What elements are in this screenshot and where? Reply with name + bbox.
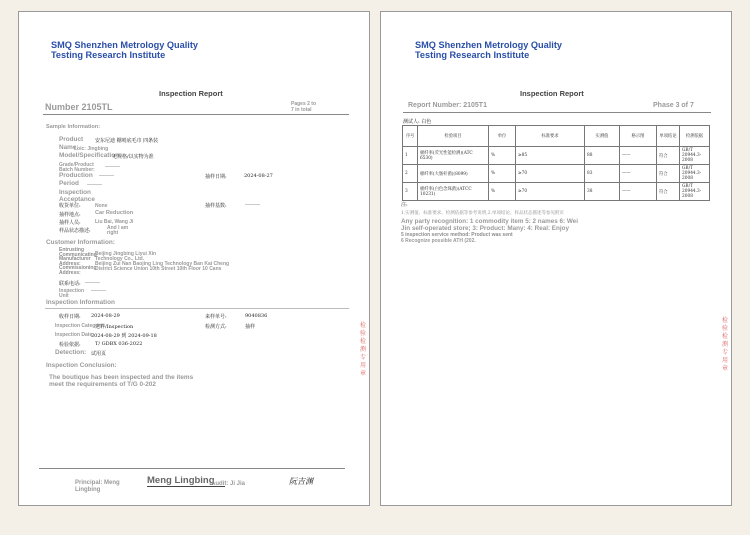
- inspect-cat-value: 送样/Inspection: [95, 324, 134, 330]
- sampler-value: Liu Bai, Wang Ji: [95, 219, 134, 225]
- principal-signature: Meng Lingbing: [147, 475, 215, 486]
- sample-date-label: 抽样日期:: [205, 174, 227, 180]
- receive-value: None: [95, 203, 108, 209]
- inspection-label: Inspection: [59, 189, 91, 196]
- note-label: 注:: [401, 202, 408, 208]
- audit-label: Audit: Ji Jia: [211, 481, 246, 487]
- period-label: Period: [59, 180, 79, 187]
- table-row: [403, 165, 710, 183]
- principal-label: Principal: Meng Lingbing: [75, 480, 120, 493]
- note-extra: 5 inspection service method: Product was sent 6 Recognize possible ATH (202.: [401, 232, 513, 244]
- customer-labels: Entrusting Communicating Manufacturer Address: Commissioning Address:: [59, 247, 97, 276]
- product-value: 安东尼迪 棚哨底毛巾 四条装: [95, 138, 159, 144]
- auditor-signature: 阮吉渊: [289, 477, 313, 486]
- conclusion-text: The boutique has been inspected and the items meet the requirements of T/G 0-202: [49, 374, 194, 388]
- inspection-section-heading: Inspection Information: [46, 299, 115, 306]
- inspect-date-label: Inspection Date:: [55, 332, 94, 338]
- report-number-2: Report Number: 2105T1: [408, 102, 487, 109]
- cell-unit: %: [489, 147, 516, 165]
- cell-figure: ——: [620, 165, 657, 183]
- report-title: Inspection Report: [159, 89, 223, 98]
- sample-place-label: 抽样地点:: [59, 212, 81, 218]
- cell-index: 2: [403, 165, 418, 183]
- sample-count-value: ———: [245, 202, 260, 208]
- inspection-unit-value: ———: [91, 288, 106, 294]
- sample-place-value: Car Reduction: [95, 210, 134, 216]
- period-value: ———: [87, 182, 102, 188]
- col-header-item: 检验项目: [418, 126, 489, 147]
- cell-item: 棉纤率(白色念珠菌)(ATCC 10231): [418, 183, 489, 201]
- report-title-2: Inspection Report: [520, 89, 584, 98]
- inspect-cat-label: Inspection Category:: [55, 323, 105, 329]
- header-divider-2: [403, 112, 711, 113]
- cell-item: 棉纤率(荧光性能检测)(ATC 6530): [418, 147, 489, 165]
- batch-label: Batch Number:: [59, 167, 95, 173]
- cell-unit: %: [489, 165, 516, 183]
- customer-section-heading: Customer Information:: [46, 239, 115, 246]
- page-phase: Phase 3 of 7: [653, 102, 694, 109]
- header-divider: [43, 114, 349, 115]
- inspection-unit-label-2: Unit: [59, 293, 69, 299]
- cell-figure: ——: [620, 183, 657, 201]
- cell-conclusion: 符合: [657, 165, 680, 183]
- red-stamp-edge-2: 检验检测专用章: [721, 318, 728, 372]
- method-value: 抽样: [245, 324, 256, 330]
- table-row: [403, 183, 710, 201]
- cell-basis: GB/T 20944.3-2008: [680, 183, 710, 201]
- task-label: 来样单号:: [205, 314, 227, 320]
- customer-values: Beijing Jingbing Liyui Xin Technology Co., Ltd. Beijing Zui Nan Baojing Ling Technology Ban Kai Cheng District Science Union 10th Street 10th Floor 10 Cans: [95, 251, 230, 272]
- report-page-1: [18, 11, 370, 506]
- acceptance-label: Acceptance: [59, 196, 95, 203]
- cell-requirement: ≥70: [516, 165, 585, 183]
- cell-index: 1: [403, 147, 418, 165]
- model-value: 无规格/以实物为准: [112, 154, 154, 160]
- detection-label: Detection:: [55, 349, 87, 356]
- cell-measured: 38: [585, 183, 620, 201]
- page-count: Pages 2 to 7 in total: [291, 101, 317, 113]
- sample-desc-value: And I am right: [107, 225, 129, 236]
- grade-label: Grade/Product: [59, 162, 94, 168]
- conclusion-section-heading: Inspection Conclusion:: [46, 362, 117, 369]
- col-header-figure: 格示图: [620, 126, 657, 147]
- col-header-unit: 单位: [489, 126, 516, 147]
- cell-basis: GB/T 20944.3-2008: [680, 147, 710, 165]
- basis-label: 检验依据:: [59, 342, 81, 348]
- note-english: Any party recognition: 1 commodity item 5: 2 names 6: Wei Jin self-operated store; 3: Product: Many: 4: Real: Enjoy: [401, 218, 578, 232]
- red-stamp-edge: 检验检测专用章: [359, 323, 366, 377]
- col-header-conclusion: 单项结论: [657, 126, 680, 147]
- sample-desc-label: 样品状态描述:: [59, 228, 91, 234]
- contact-label: 联系电话:: [59, 281, 81, 287]
- cell-unit: %: [489, 183, 516, 201]
- name-label: Name:: [59, 144, 79, 151]
- inspect-date-value: 2024-08-29 到 2024-09-18: [91, 333, 157, 339]
- batch-value: ———: [105, 164, 120, 170]
- cell-basis: GB/T 20944.3-2008: [680, 165, 710, 183]
- institute-name: SMQ Shenzhen Metrology Quality Testing Research Institute: [51, 40, 199, 60]
- task-value: 9040836: [245, 313, 268, 319]
- method-label: 检测方式:: [205, 324, 227, 330]
- footer-divider: [39, 468, 345, 469]
- note-chinese: 1.实测值、标准要求、检测依据等参考说明,2.单项结论、样品状态描述等参见附页: [401, 211, 565, 216]
- report-page-2: [380, 11, 732, 506]
- sample-section-heading: Sample Information:: [46, 124, 101, 130]
- production-label: Production: [59, 172, 93, 179]
- cell-measured: 83: [585, 165, 620, 183]
- cell-requirement: ≥85: [516, 147, 585, 165]
- col-header-basis: 检测依据: [680, 126, 710, 147]
- cell-index: 3: [403, 183, 418, 201]
- table-row: [403, 147, 710, 165]
- arrival-value: 2024-08-29: [91, 313, 120, 319]
- sample-color: 测试人: 白色: [403, 119, 432, 125]
- model-label: Model/Specification:: [59, 152, 122, 159]
- cell-measured: 88: [585, 147, 620, 165]
- contact-value: ———: [85, 280, 100, 286]
- table-header-row: [403, 126, 710, 147]
- institute-name-2: SMQ Shenzhen Metrology Quality Testing Research Institute: [415, 40, 563, 60]
- col-header-measured: 实测值: [585, 126, 620, 147]
- col-header-requirement: 标准要求: [516, 126, 585, 147]
- cell-item: 棉纤率(大肠杆菌)(8099): [418, 165, 489, 183]
- receive-label: 收货单位:: [59, 203, 81, 209]
- cell-requirement: ≥70: [516, 183, 585, 201]
- cell-figure: ——: [620, 147, 657, 165]
- production-value: ———: [99, 173, 114, 179]
- col-header-index: 序号: [403, 126, 418, 147]
- inspection-divider: [45, 308, 349, 309]
- cell-conclusion: 符合: [657, 183, 680, 201]
- sample-count-label: 抽样基数:: [205, 203, 227, 209]
- name-value: Loic: Jingbing: [74, 146, 109, 152]
- sample-date-value: 2024-08-27: [244, 173, 273, 179]
- report-number: Number 2105TL: [45, 102, 113, 112]
- sampler-label: 抽样人员:: [59, 220, 81, 226]
- detection-value: 试用页: [91, 351, 107, 357]
- inspection-unit-label-1: Inspection: [59, 288, 85, 294]
- cell-conclusion: 符合: [657, 147, 680, 165]
- product-label: Product: [59, 136, 84, 143]
- results-table: [402, 125, 710, 201]
- arrival-label: 收样日期:: [59, 314, 81, 320]
- basis-value: T/ GDBX 036-2022: [95, 341, 143, 347]
